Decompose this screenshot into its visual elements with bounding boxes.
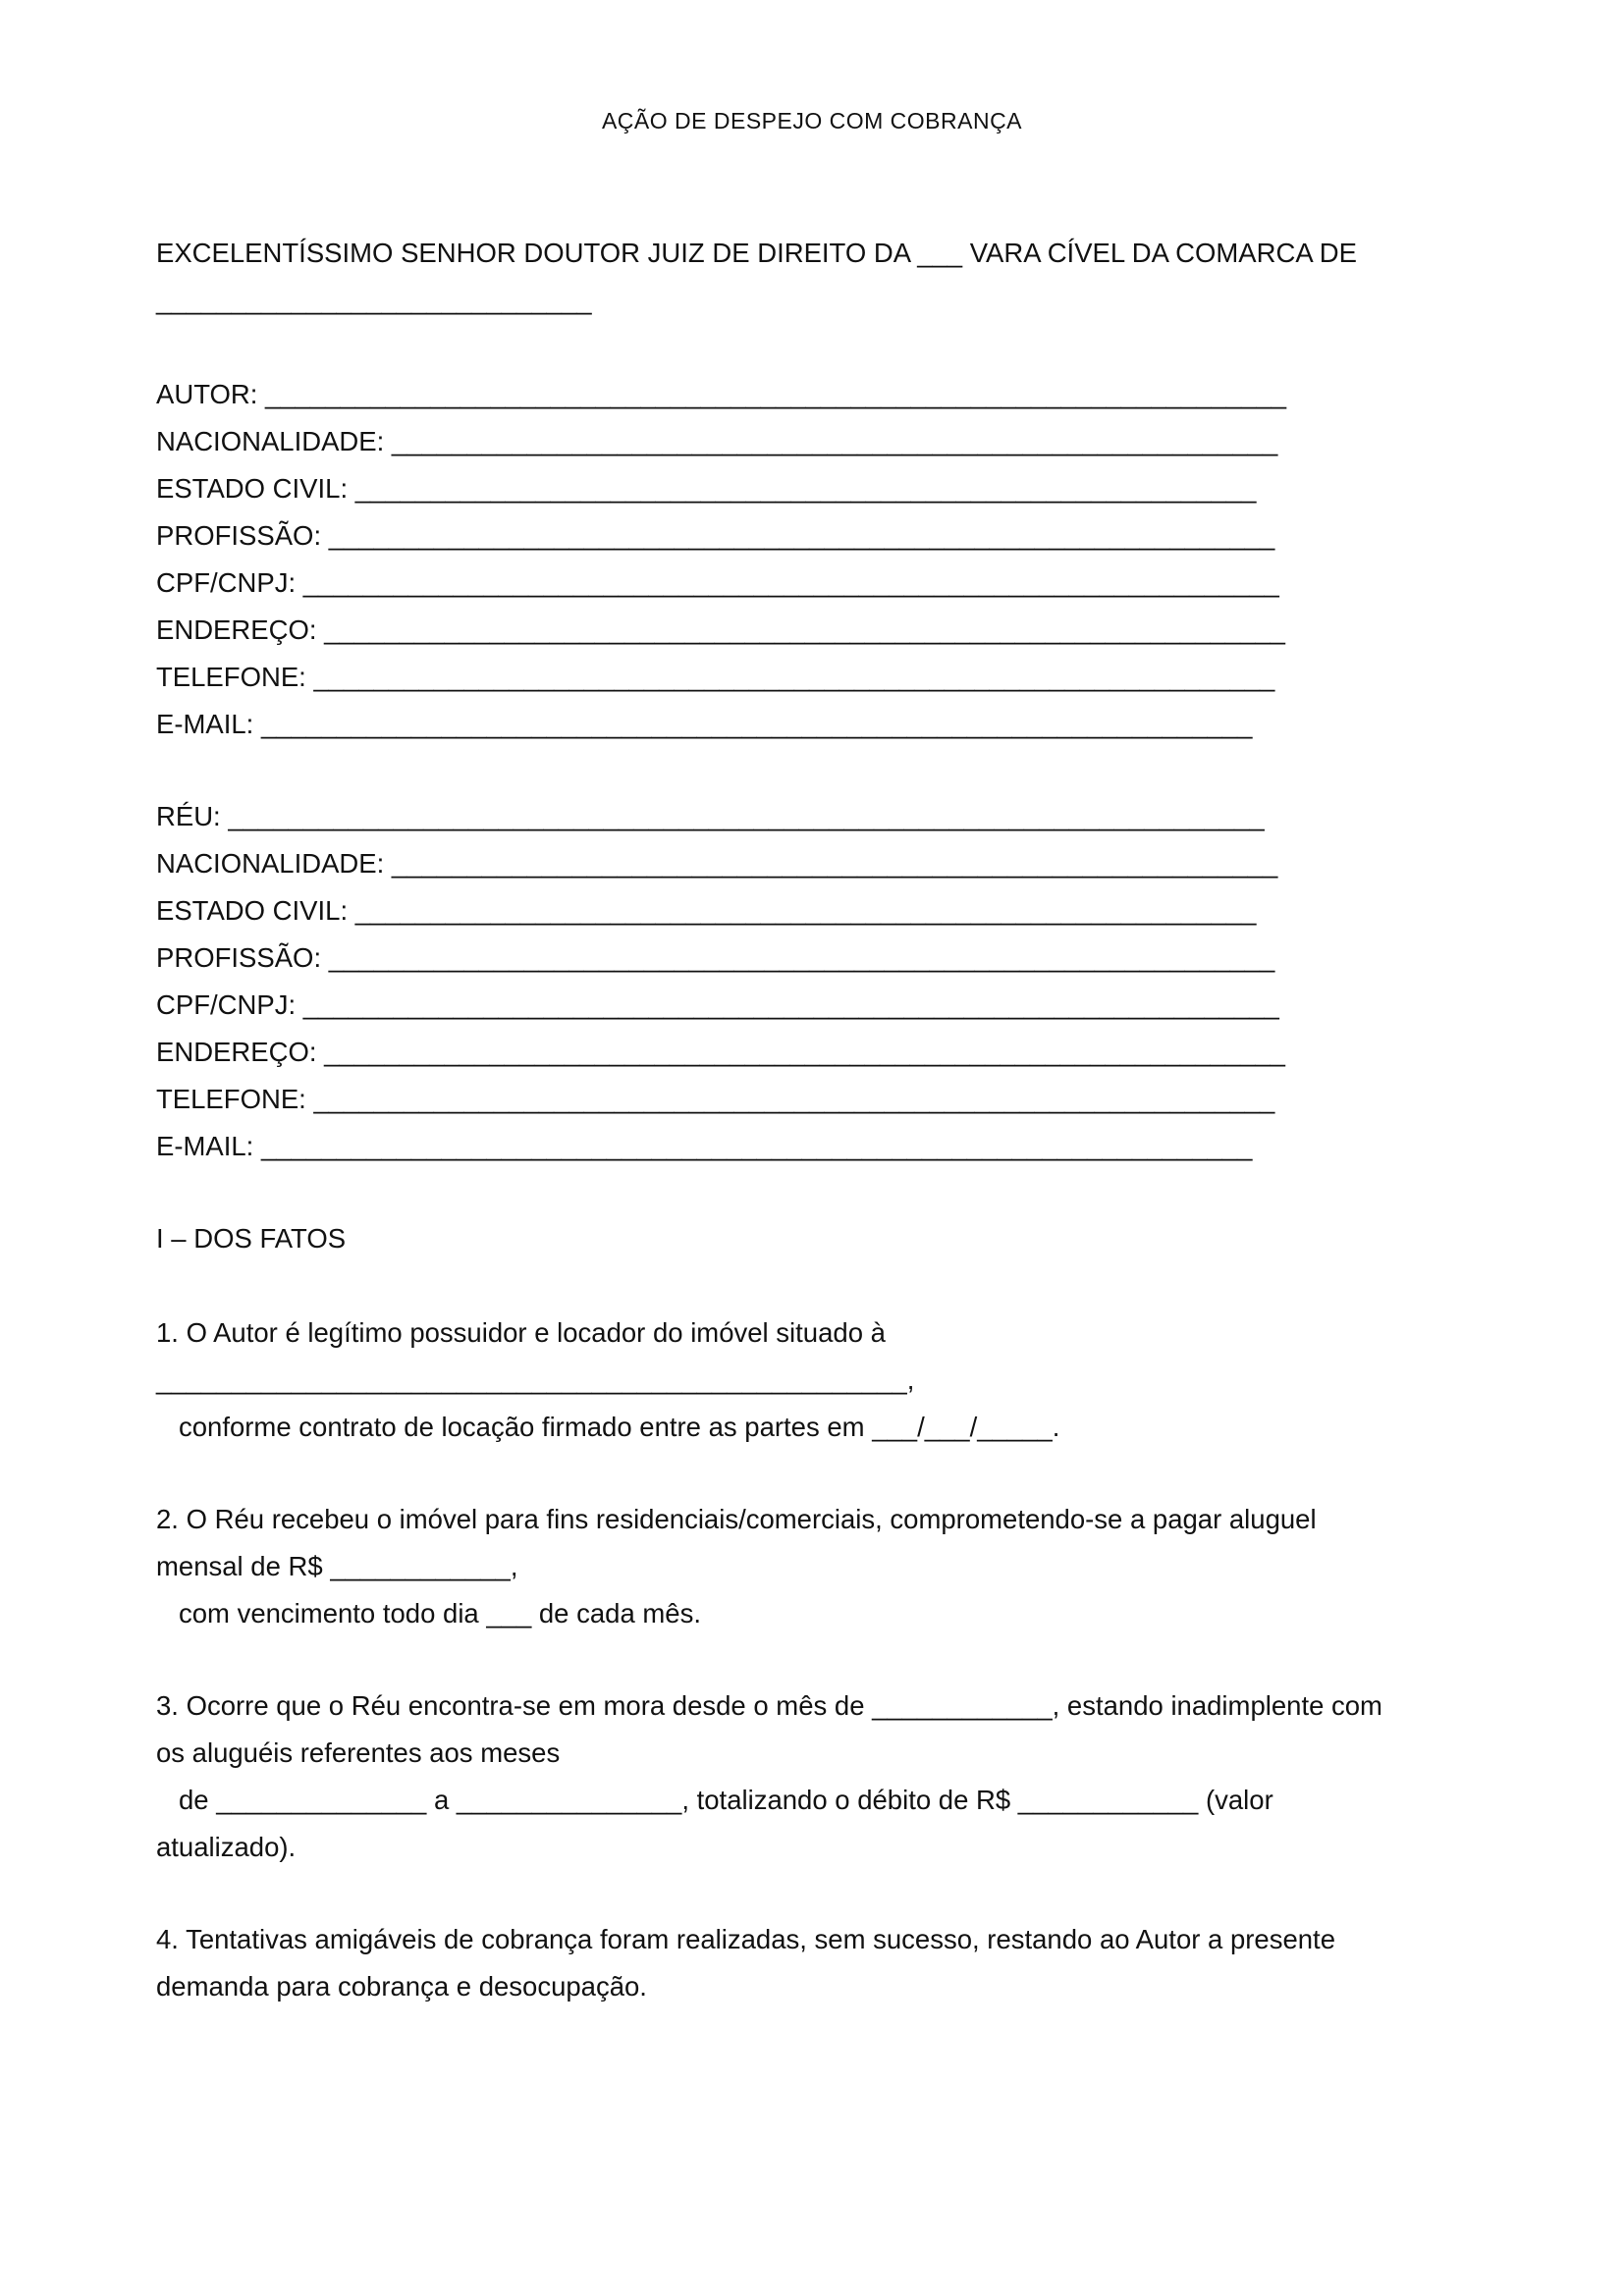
reu-name-field: RÉU: _____________________________________________________________________ [156,801,1265,831]
autor-profissao-field: PROFISSÃO: _______________________________________________________________ [156,520,1275,551]
paragraph-1-line-2: __________________________________________________, [156,1364,915,1395]
autor-estado-civil-field: ESTADO CIVIL: ____________________________________________________________ [156,473,1257,504]
reu-telefone-field: TELEFONE: ________________________________________________________________ [156,1084,1275,1114]
autor-name-field: AUTOR: ____________________________________________________________________ [156,379,1287,409]
autor-nacionalidade-field: NACIONALIDADE: ___________________________________________________________ [156,426,1278,456]
reu-endereco-field: ENDEREÇO: ________________________________________________________________ [156,1037,1285,1067]
paragraph-1-line-3: conforme contrato de locação firmado entre as partes em ___/___/_____. [179,1412,1060,1442]
section-heading: I – DOS FATOS [156,1223,347,1254]
reu-profissao-field: PROFISSÃO: _______________________________________________________________ [156,942,1275,973]
paragraph-2-line-2: mensal de R$ ____________, [156,1551,518,1581]
paragraph-2-line-3: com vencimento todo dia ___ de cada mês. [179,1598,701,1629]
paragraph-3-line-1: 3. Ocorre que o Réu encontra-se em mora desde o mês de ____________, estando inadimplente com [156,1690,1382,1721]
document-title: AÇÃO DE DESPEJO COM COBRANÇA [601,108,1023,133]
autor-endereco-field: ENDEREÇO: ________________________________________________________________ [156,614,1285,645]
paragraph-3-line-4: atualizado). [156,1832,297,1862]
reu-email-field: E-MAIL: __________________________________________________________________ [156,1131,1253,1161]
autor-telefone-field: TELEFONE: ________________________________________________________________ [156,662,1275,692]
paragraph-3-line-3: de ______________ a _______________, totalizando o débito de R$ ____________ (valor [179,1785,1273,1815]
paragraph-2-line-1: 2. O Réu recebeu o imóvel para fins residenciais/comerciais, comprometendo-se a pagar aluguel [156,1504,1317,1534]
paragraph-4-line-1: 4. Tentativas amigáveis de cobrança foram realizadas, sem sucesso, restando ao Autor a presente [156,1924,1335,1954]
autor-cpf-field: CPF/CNPJ: _________________________________________________________________ [156,567,1279,598]
reu-estado-civil-field: ESTADO CIVIL: ____________________________________________________________ [156,895,1257,926]
paragraph-1-line-1: 1. O Autor é legítimo possuidor e locador do imóvel situado à [156,1317,886,1348]
addressee-line-1: EXCELENTÍSSIMO SENHOR DOUTOR JUIZ DE DIREITO DA ___ VARA CÍVEL DA COMARCA DE [156,238,1358,268]
autor-email-field: E-MAIL: __________________________________________________________________ [156,709,1253,739]
paragraph-4-line-2: demanda para cobrança e desocupação. [156,1971,647,2002]
reu-cpf-field: CPF/CNPJ: _________________________________________________________________ [156,989,1279,1020]
paragraph-3-line-2: os aluguéis referentes aos meses [156,1737,561,1768]
addressee-line-2: _____________________________ [156,285,592,315]
reu-nacionalidade-field: NACIONALIDADE: ___________________________________________________________ [156,848,1278,879]
